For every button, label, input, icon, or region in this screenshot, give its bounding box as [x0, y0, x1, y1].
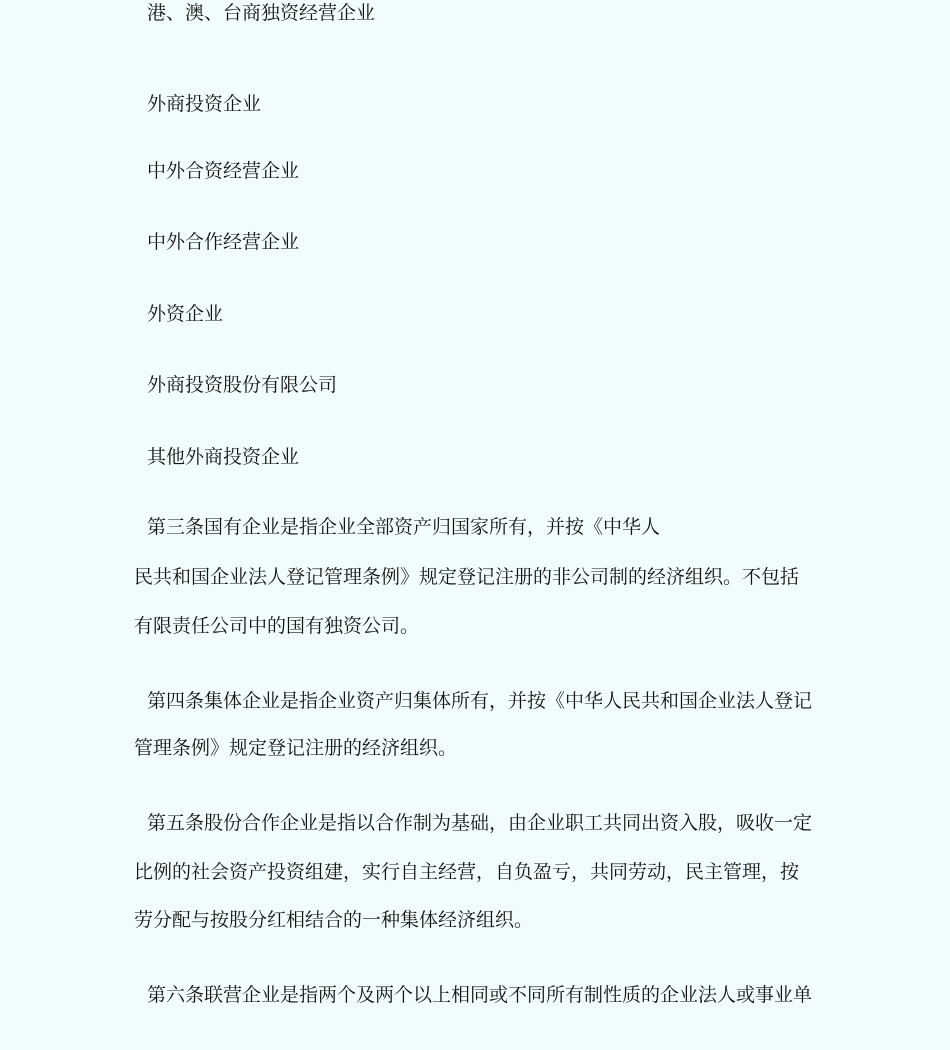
article-3-line-1: 第三条国有企业是指企业全部资产归国家所有，并按《中华人	[147, 516, 661, 538]
article-5-line-1: 第五条股份合作企业是指以合作制为基础，由企业职工共同出资入股，吸收一定	[147, 812, 813, 834]
list-item-wholly-foreign: 外资企业	[147, 303, 224, 325]
list-item-hk-macao-taiwan: 港、澳、台商独资经营企业	[147, 2, 376, 24]
list-item-other-foreign: 其他外商投资企业	[147, 446, 300, 468]
article-6-line-1: 第六条联营企业是指两个及两个以上相同或不同所有制性质的企业法人或事业单	[147, 984, 813, 1006]
article-3-line-2: 民共和国企业法人登记管理条例》规定登记注册的非公司制的经济组织。不包括	[134, 566, 800, 588]
list-item-sino-foreign-cooperative: 中外合作经营企业	[147, 231, 300, 253]
list-item-foreign-joint-stock: 外商投资股份有限公司	[147, 374, 338, 396]
article-3-line-3: 有限责任公司中的国有独资公司。	[134, 615, 420, 637]
article-5-line-3: 劳分配与按股分红相结合的一种集体经济组织。	[134, 909, 534, 931]
article-4-line-1: 第四条集体企业是指企业资产归集体所有，并按《中华人民共和国企业法人登记	[147, 690, 813, 712]
list-item-sino-foreign-equity: 中外合资经营企业	[147, 160, 300, 182]
article-5-line-2: 比例的社会资产投资组建，实行自主经营，自负盈亏，共同劳动，民主管理，按	[134, 861, 800, 883]
article-4-line-2: 管理条例》规定登记注册的经济组织。	[134, 737, 458, 759]
list-item-foreign-invested: 外商投资企业	[147, 93, 262, 115]
